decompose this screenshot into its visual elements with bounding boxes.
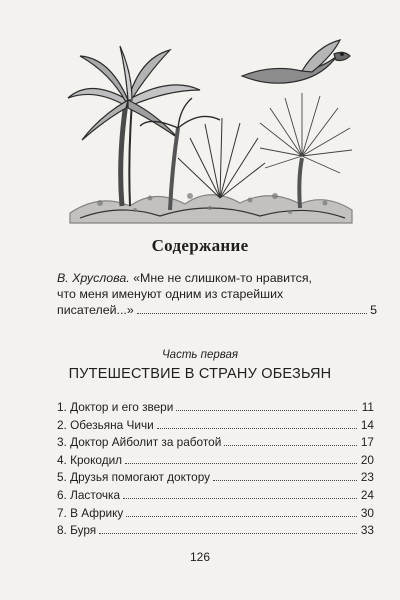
toc-entry-page: 24 — [360, 487, 374, 502]
intro-first-line — [57, 270, 377, 286]
toc-entry-page: 20 — [360, 452, 374, 467]
toc-entry-title: 3. Доктор Айболит за работой — [57, 435, 222, 450]
toc-entry[interactable] — [57, 488, 374, 506]
toc-intro-entry[interactable] — [57, 270, 377, 318]
toc-entry-page: 14 — [360, 417, 374, 432]
toc-entry-title: 7. В Африку — [57, 505, 124, 520]
toc-entry-page: 33 — [360, 523, 374, 538]
intro-author: В. Хруслова. — [57, 271, 130, 285]
toc-entry-page: 17 — [360, 435, 374, 450]
page-number: 126 — [189, 550, 211, 564]
dot-leader — [99, 533, 357, 534]
part-title: ПУТЕШЕСТВИЕ В СТРАНУ ОБЕЗЬЯН — [68, 366, 332, 382]
toc-entry[interactable] — [57, 470, 374, 488]
dot-leader — [123, 498, 357, 499]
intro-page-number: 5 — [370, 303, 377, 317]
dot-leader — [224, 445, 357, 446]
intro-line2: что меня именуют одним из старейших — [57, 287, 284, 301]
toc-entry[interactable] — [57, 453, 374, 471]
toc-entry[interactable] — [57, 435, 374, 453]
dot-leader — [126, 516, 357, 517]
toc-entry-title: 4. Крокодил — [57, 452, 123, 467]
toc-entry[interactable] — [57, 400, 374, 418]
dot-leader — [157, 428, 357, 429]
dot-leader — [125, 463, 357, 464]
toc-entry-page: 11 — [361, 400, 374, 414]
toc-entry[interactable] — [57, 506, 374, 524]
palm-trees-and-parrot-illustration — [60, 28, 360, 228]
toc-entry-title: 8. Буря — [57, 523, 97, 538]
dot-leader — [137, 313, 367, 314]
dot-leader — [176, 410, 357, 411]
toc-entry-title: 1. Доктор и его звери — [57, 400, 174, 414]
intro-line3: писателей...» — [57, 303, 134, 317]
toc-entry[interactable] — [57, 418, 374, 436]
toc-entry-title: 2. Обезьяна Чичи — [57, 417, 154, 432]
intro-last-line — [57, 302, 377, 318]
toc-entry-page: 23 — [360, 470, 374, 485]
toc-list — [57, 400, 374, 541]
toc-entry-page: 30 — [360, 505, 374, 520]
toc-entry-title: 5. Друзья помогают доктору — [57, 470, 211, 485]
toc-entry-title: 6. Ласточка — [57, 487, 121, 502]
page-title: Содержание — [151, 236, 249, 255]
toc-entry[interactable] — [57, 523, 374, 541]
intro-line1: «Мне не слишком-то нравится, — [129, 271, 312, 285]
part-label: Часть первая — [161, 349, 239, 361]
dot-leader — [213, 480, 357, 481]
